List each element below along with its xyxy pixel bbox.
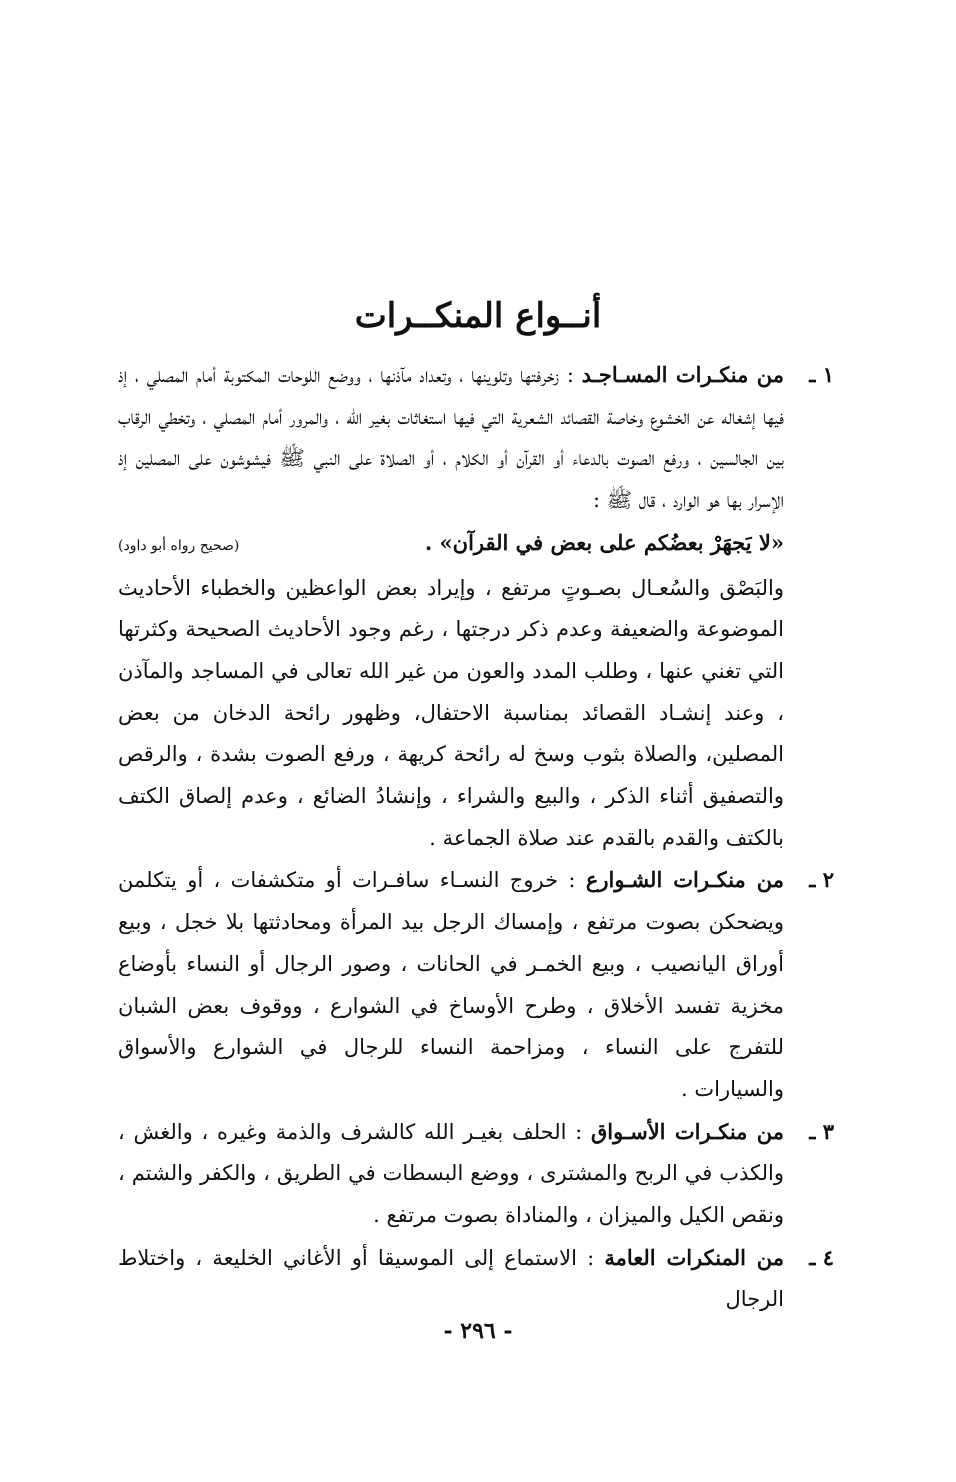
page-body — [118, 354, 834, 1321]
hadith-quote: «لا يَجهَرْ بعضُكم على بعض في القرآن» . — [424, 529, 784, 555]
item-text: : خروج النسـاء سافـرات أو متكشفات ، أو يتكلمن ويضحكن بصوت مرتفع ، وإمساك الرجل بيد المرأة ومحادثتها بلا خجل ، وبيع أوراق اليانصيب ، وبيع الخمـر في الحانات ، وصور الرجال أو النساء بأوضاع مخزية تفسد الأخلاق ، وطرح الأوساخ في الشوارع ، ووقوف بعض الشبان للتفرج على النساء ، ومزاحمة النساء للرجال في الشوارع والأسواق والسيارات . — [118, 868, 784, 1101]
hadith-line — [118, 522, 784, 568]
item-paragraph — [118, 1237, 784, 1321]
item-number: ٣ ـ — [809, 1118, 834, 1144]
item-paragraph — [118, 1111, 784, 1237]
item-text: : الاستماع إلى الموسيقا أو الأغاني الخليعة ، واختلاط الرجال — [118, 1245, 784, 1312]
item-number: ٤ ـ — [809, 1244, 834, 1270]
page-number: - ٢٩٦ - — [443, 1318, 513, 1344]
list-item-streets — [118, 859, 834, 1110]
list-item-general — [118, 1237, 834, 1321]
item-paragraph — [118, 354, 784, 522]
item-text: : زخرفتها وتلوينها ، وتعداد مآذنها ، ووضع اللوحات المكتوبة أمام المصلي ، إذ فيها إشغاله عن الخشوع وخاصة القصائد الشعرية التي فيها استغاثات بغير الله ، والمرور أمام المصلي ، وتخطي الرقاب بين الجالسين ، ورفع الصوت بالدعاء أو القرآن أو الكلام ، أو الصلاة على النبي ﷺ فيشوشون على المصلين إذ الإسرار بها هو الوارد ، قال ﷺ : — [118, 363, 784, 513]
item-heading: من منكـرات الشـوارع — [585, 867, 784, 893]
item-heading: من منكـرات الأسـواق — [590, 1118, 785, 1144]
list-item-mosques — [118, 354, 834, 859]
item-text: : الحلف بغيـر الله كالشرف والذمة وغيره ، والغش ، والكذب في الربح والمشترى ، ووضع البسطات في الطريق ، والكفر والشتم ، ونقص الكيل والميزان ، والمناداة بصوت مرتفع . — [118, 1119, 784, 1228]
page-title: أنــواع المنكــرات — [354, 295, 602, 336]
item-number: ٢ ـ — [809, 867, 834, 893]
item-number: ١ ـ — [809, 362, 834, 387]
item-heading: من منكـرات المسـاجـد — [581, 362, 784, 387]
item-paragraph-continued: والبَصْق والسُعـال بصـوتٍ مرتفع ، وإيراد بعض الواعظين والخطباء الأحاديث الموضوعة والضعيفة وعدم ذكر درجتها ، رغم وجود الأحاديث الصحيحة وكثرتها التي تغني عنها ، وطلب المدد والعون من غير الله تعالى في المساجد والمآذن ، وعند إنشـاد القصائد بمناسبة الاحتفال، وظهور رائحة الدخان من بعض المصلين، والصلاة بثوب وسخ له رائحة كريهة ، ورفع الصوت بشدة ، والرقص والتصفيق أثناء الذكر ، والبيع والشراء ، وإنشادُ الضائع ، وعدم إلصاق الكتف بالكتف والقدم بالقدم عند صلاة الجماعة . — [118, 575, 784, 850]
item-paragraph — [118, 859, 784, 1110]
item-heading: من المنكرات العامة — [604, 1244, 784, 1270]
list-item-markets — [118, 1111, 834, 1237]
hadith-source: (صحيح رواه أبو داود) — [118, 537, 240, 554]
